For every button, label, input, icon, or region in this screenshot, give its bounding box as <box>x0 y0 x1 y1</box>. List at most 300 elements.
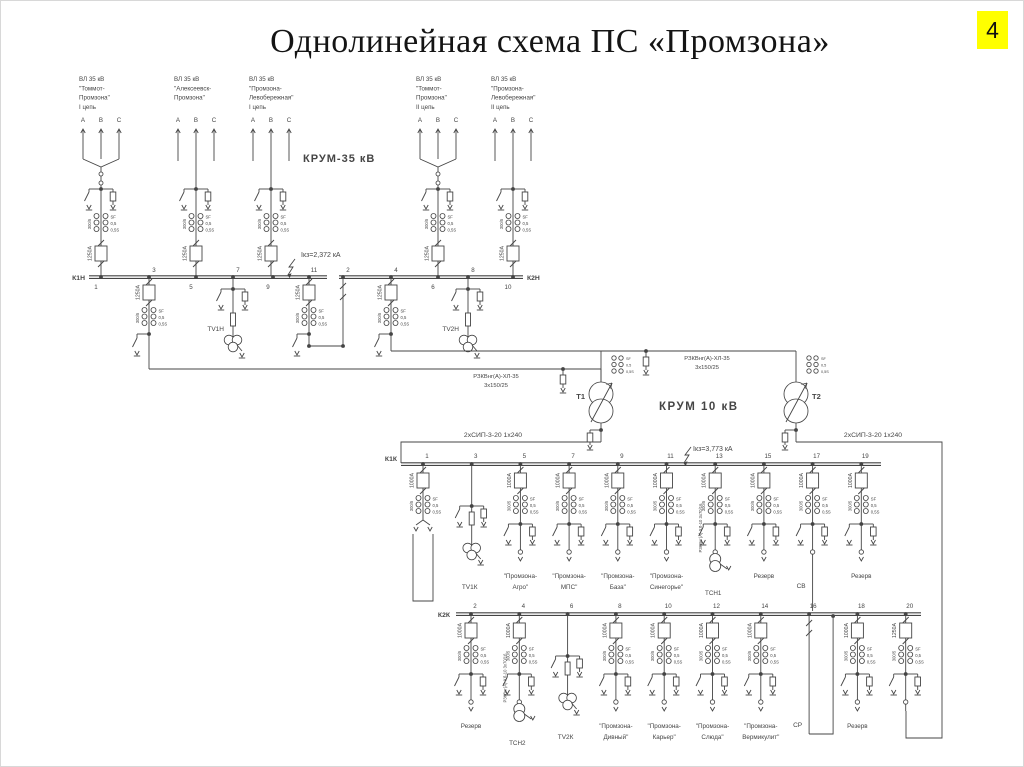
arrow-down-icon <box>481 690 485 694</box>
ct-icon <box>766 502 771 507</box>
bus-tap-number: 8 <box>618 603 622 610</box>
section-label: КРУМ 10 кВ <box>659 401 739 413</box>
ct-icon <box>609 652 614 657</box>
ct-class: 0,5S <box>110 227 120 233</box>
arrow-down-icon <box>281 205 285 209</box>
breaker-rating: 1250А <box>424 245 431 262</box>
ct-icon <box>384 321 389 326</box>
junction-dot <box>512 276 515 279</box>
arrow-down-icon <box>182 205 186 209</box>
fuse-icon <box>231 313 236 326</box>
feeder-label: Дивный" <box>603 734 629 741</box>
ct-class: 0,5S <box>770 659 779 665</box>
arrester-icon <box>782 433 788 442</box>
ct-class: SF <box>626 357 631 361</box>
junction-dot <box>663 613 666 616</box>
breaker-icon <box>514 473 526 488</box>
ct-icon <box>660 502 665 507</box>
arrester-icon <box>242 292 248 301</box>
ct-icon <box>142 314 147 319</box>
ct-icon <box>522 509 527 514</box>
ct-class: SF <box>400 308 406 314</box>
arrester-icon <box>770 677 776 686</box>
ct-ratio: 300/5 <box>603 500 609 512</box>
ct-ratio: 300/5 <box>847 500 853 512</box>
ct-class: 0,5 <box>110 221 117 226</box>
ct-ratio: 300/5 <box>652 500 658 512</box>
feeder-label: Резерв <box>460 723 482 730</box>
vt-winding <box>563 700 573 710</box>
arrow-down-icon <box>650 690 654 694</box>
arrester-icon <box>625 677 631 686</box>
arrow-down-icon <box>574 710 578 714</box>
cable-label: 2хСИП-3-20 1х240 <box>843 432 903 439</box>
ct-class: 0,5S <box>480 659 490 665</box>
ct-icon <box>464 646 469 651</box>
ct-icon <box>103 227 108 232</box>
ct-class: 0,5S <box>205 227 215 233</box>
ct-class: 0,5 <box>673 653 680 658</box>
ct-icon <box>715 646 720 651</box>
ct-icon <box>854 502 859 507</box>
breaker-rating: 1250А <box>295 284 302 301</box>
ct-ratio: 300/5 <box>505 650 511 662</box>
incoming-line-name: Промзона" <box>174 94 205 102</box>
arrow-down-icon <box>710 707 714 711</box>
bus-label: К1К <box>384 456 397 463</box>
ct-icon <box>657 659 662 664</box>
ct-class: SF <box>870 496 877 502</box>
ct-icon <box>717 502 722 507</box>
breaker-rating: 1000А <box>799 472 806 489</box>
feeder-label: Резерв <box>851 573 872 580</box>
disconnect-point <box>614 700 618 704</box>
switch-icon <box>599 677 604 686</box>
disconnect-point <box>664 550 668 554</box>
ct-icon <box>151 314 156 319</box>
junction-dot <box>568 463 571 466</box>
breaker-icon <box>95 246 107 261</box>
feeder-label: "Промзона- <box>599 723 633 730</box>
breaker-rating: 1000А <box>750 472 757 489</box>
arrester-icon <box>529 677 535 686</box>
arrow-down-icon <box>771 690 775 694</box>
switch-icon <box>747 527 752 536</box>
ct-icon <box>142 321 147 326</box>
arrow-down-icon <box>759 707 763 711</box>
cable-label: 2хСИП-3-20 1х240 <box>463 432 523 439</box>
switch-icon <box>455 677 460 686</box>
isolator-icon <box>99 172 103 176</box>
arrow-down-icon <box>206 205 210 209</box>
ct-class: SF <box>722 646 728 652</box>
phase-label: А <box>175 117 181 124</box>
disconnect-point <box>855 700 859 704</box>
junction-dot <box>422 463 425 466</box>
breaker-rating: 1000А <box>747 622 754 639</box>
ct-icon <box>706 659 711 664</box>
arrester-icon <box>587 433 593 442</box>
ct-class: 0,5 <box>158 315 165 320</box>
breaker-rating: 1000А <box>653 472 659 489</box>
ct-class: 0,5S <box>432 509 442 515</box>
incoming-line-name: I цепь <box>79 103 96 111</box>
arrow-down-icon <box>561 388 565 392</box>
arrow-down-icon <box>448 205 452 209</box>
ct-class: SF <box>822 496 828 502</box>
ct-icon <box>609 646 614 651</box>
arrow-down-icon <box>469 707 473 711</box>
ct-class: SF <box>318 308 324 314</box>
fault-arrow-icon <box>684 447 691 463</box>
arrow-down-icon <box>616 557 620 561</box>
ct-icon <box>94 227 99 232</box>
ct-ratio: 300/5 <box>555 500 561 512</box>
bus-tap-number: 4 <box>521 603 526 610</box>
bus-tap-number: 6 <box>569 603 574 610</box>
bus-tap-number: 7 <box>236 267 240 274</box>
phase-label: А <box>492 117 498 124</box>
breaker-rating: 1000А <box>847 472 854 489</box>
switch-icon <box>601 527 606 536</box>
bus-tap-number: 13 <box>715 453 723 460</box>
ct-class: 0,5S <box>870 509 880 515</box>
ct-icon <box>806 496 811 501</box>
ct-class: SF <box>724 496 731 502</box>
tsn-winding <box>514 711 525 722</box>
ct-icon <box>717 496 722 501</box>
phase-label: В <box>193 117 199 124</box>
incoming-line-name: "Промзона- <box>491 85 524 93</box>
ct-class: SF <box>578 496 584 502</box>
arrow-down-icon <box>628 540 632 544</box>
vt-winding <box>463 342 473 352</box>
breaker-rating: 1000А <box>555 472 562 489</box>
ct-icon <box>715 659 720 664</box>
ct-icon <box>416 509 421 514</box>
feeder-label: МПС" <box>560 584 578 591</box>
ct-icon <box>198 220 203 225</box>
arrow-down-icon <box>529 690 533 694</box>
ct-icon <box>521 646 526 651</box>
transformer-label: Т2 <box>812 392 821 401</box>
tsn-winding <box>710 561 721 572</box>
ct-class: SF <box>773 496 779 502</box>
ct-class: 0,5 <box>626 363 632 368</box>
switch-icon <box>504 527 509 536</box>
breaker-icon <box>265 246 277 261</box>
ct-ratio: 300/5 <box>257 218 262 230</box>
arrester-icon <box>477 292 483 301</box>
ct-class: 0,5S <box>821 370 829 374</box>
breaker-rating: 1250А <box>87 245 94 262</box>
switch-icon <box>375 338 380 347</box>
ct-icon <box>94 214 99 219</box>
ct-class: 0,5S <box>626 370 634 374</box>
ct-icon <box>660 496 665 501</box>
transformer-label: Т1 <box>576 392 585 401</box>
feeder-label: "Промзона- <box>695 723 730 730</box>
junction-dot <box>342 345 345 348</box>
ct-ratio: 300/5 <box>182 218 187 230</box>
arrow-down-icon <box>626 690 630 694</box>
ct-icon <box>657 652 662 657</box>
feeder-label: База" <box>609 584 626 591</box>
bus-tap-number: 14 <box>761 603 769 610</box>
ct-icon <box>766 509 771 514</box>
vt-winding <box>228 342 238 352</box>
feeder-label: "Промзона- <box>552 573 586 580</box>
junction-dot <box>759 613 762 616</box>
breaker-rating: 1000А <box>409 472 416 489</box>
ct-icon <box>473 652 478 657</box>
junction-dot <box>808 613 811 616</box>
arrester-icon <box>676 527 682 536</box>
ct-class: SF <box>529 496 536 502</box>
arrow-down-icon <box>478 305 482 309</box>
arrow-down-icon <box>722 690 726 694</box>
junction-dot <box>470 613 473 616</box>
ct-icon <box>863 496 868 501</box>
ct-class: SF <box>770 646 776 652</box>
feeder-label: Карьер" <box>652 734 676 741</box>
arrow-down-icon <box>892 690 896 694</box>
arrow-down-icon <box>855 707 859 711</box>
ct-icon <box>814 362 818 366</box>
arrow-down-icon <box>747 690 751 694</box>
ct-icon <box>763 652 768 657</box>
feeder-label: СР <box>793 722 803 729</box>
ct-icon <box>863 502 868 507</box>
page-title: Однолинейная схема ПС «Промзона» <box>270 23 830 60</box>
arrow-down-icon <box>240 353 244 357</box>
ct-class: 0,5 <box>529 503 536 508</box>
arrow-down-icon <box>579 540 583 544</box>
incoming-line-name: I цепь <box>249 103 266 111</box>
ct-icon <box>425 496 430 501</box>
ct-class: SF <box>821 357 826 361</box>
ct-icon <box>619 356 623 360</box>
bus-tap-number: 3 <box>152 267 156 274</box>
ct-icon <box>612 356 616 360</box>
ct-class: 0,5S <box>578 509 588 515</box>
ct-ratio: 300/5 <box>457 650 462 662</box>
ct-icon <box>899 652 904 657</box>
ct-icon <box>571 509 576 514</box>
arrow-down-icon <box>428 527 432 531</box>
ct-icon <box>899 646 904 651</box>
ct-class: SF <box>627 496 633 502</box>
ct-icon <box>908 659 913 664</box>
ct-icon <box>393 314 398 319</box>
arrow-down-icon <box>662 707 666 711</box>
arrester-icon <box>867 677 873 686</box>
feeder-label: "Промзона- <box>647 723 681 730</box>
breaker-icon <box>417 473 429 488</box>
switch-icon <box>889 677 894 686</box>
incoming-line-name: ВЛ 35 кВ <box>416 76 442 83</box>
bus-label: К2Н <box>527 275 540 282</box>
phase-label: В <box>435 117 441 124</box>
phase-label: С <box>116 117 122 124</box>
ct-icon <box>311 321 316 326</box>
bus-tap-number: 20 <box>906 603 914 610</box>
incoming-line-name: II цепь <box>491 103 510 111</box>
breaker-icon <box>709 473 721 488</box>
arrester-icon <box>724 527 730 536</box>
junction-dot <box>470 463 473 466</box>
fault-arrow-icon <box>288 259 295 275</box>
ct-icon <box>513 509 518 514</box>
cable-label: РЗКВнг(А)-ХЛ-35 <box>473 374 519 380</box>
ct-icon <box>302 314 307 319</box>
incoming-line-name: Левобережная" <box>249 94 294 102</box>
ct-class: SF <box>625 646 631 652</box>
bus-tap-number: 7 <box>571 453 575 460</box>
arrow-down-icon <box>762 557 766 561</box>
arrow-down-icon <box>783 445 787 449</box>
bus-tap-number: 6 <box>431 284 435 291</box>
ct-class: 0,5 <box>400 315 407 320</box>
incoming-line-name: Промзона" <box>79 94 110 102</box>
incoming-line-name: ВЛ 35 кВ <box>249 76 275 83</box>
ct-class: 0,5 <box>724 503 731 508</box>
arrester-icon <box>915 677 921 686</box>
ct-icon <box>708 496 713 501</box>
breaker-rating: 1250А <box>377 284 384 301</box>
arrow-down-icon <box>867 690 871 694</box>
arrow-down-icon <box>916 690 920 694</box>
ct-icon <box>513 496 518 501</box>
ct-class: 0,5 <box>528 653 535 658</box>
arrow-down-icon <box>727 566 731 570</box>
wire <box>524 714 531 719</box>
breaker-icon <box>563 473 575 488</box>
bus-tap-number: 10 <box>664 603 672 610</box>
arrow-down-icon <box>523 205 527 209</box>
arrow-down-icon <box>457 690 461 694</box>
ct-icon <box>706 652 711 657</box>
incoming-line-name: ВЛ 35 кВ <box>174 76 200 83</box>
bus-tap-number: 3 <box>473 453 478 460</box>
arrow-down-icon <box>414 527 418 531</box>
ct-icon <box>94 220 99 225</box>
ct-icon <box>522 496 527 501</box>
arrow-down-icon <box>822 540 826 544</box>
cable-loop <box>413 534 433 601</box>
switch-icon <box>85 192 90 201</box>
bus-tap-number: 1 <box>94 284 98 291</box>
ct-ratio: 300/5 <box>409 500 414 512</box>
ct-icon <box>512 659 517 664</box>
arrow-down-icon <box>588 445 592 449</box>
ct-class: SF <box>915 646 921 652</box>
bus-tap-number: 8 <box>471 267 475 274</box>
junction-dot <box>665 463 668 466</box>
ct-icon <box>506 214 511 219</box>
switch-icon <box>497 192 502 201</box>
phase-label: А <box>80 117 86 124</box>
breaker-icon <box>612 473 624 488</box>
ct-icon <box>521 659 526 664</box>
ct-icon <box>431 227 436 232</box>
ct-icon <box>815 496 820 501</box>
ct-icon <box>619 362 623 366</box>
arrow-down-icon <box>843 690 847 694</box>
junction-dot <box>614 613 617 616</box>
arrow-down-icon <box>652 540 656 544</box>
arrow-down-icon <box>87 205 91 209</box>
ct-icon <box>198 227 203 232</box>
arrow-down-icon <box>377 351 381 355</box>
arrow-down-icon <box>577 672 581 676</box>
ct-ratio: 300/5 <box>424 218 429 230</box>
ct-class: 0,5 <box>773 503 780 508</box>
feeder-label: Агро" <box>512 584 529 591</box>
ct-icon <box>311 308 316 313</box>
arrow-down-icon <box>295 351 299 355</box>
incoming-line-name: "Промзона- <box>249 85 282 93</box>
ct-icon <box>464 659 469 664</box>
phase-label: В <box>268 117 274 124</box>
ct-class: 0,5S <box>529 509 539 515</box>
bus-tap-number: 11 <box>667 453 674 460</box>
bus-tap-number: 16 <box>809 603 817 610</box>
arrow-down-icon <box>859 557 863 561</box>
ct-icon <box>562 509 567 514</box>
ct-class: SF <box>676 496 682 502</box>
ct-class: SF <box>673 646 680 652</box>
arrow-down-icon <box>454 305 458 309</box>
bus-tap-number: 5 <box>189 284 193 291</box>
breaker-icon <box>851 623 863 638</box>
ct-icon <box>425 509 430 514</box>
ct-class: SF <box>432 496 438 502</box>
ct-icon <box>264 214 269 219</box>
junction-dot <box>272 276 275 279</box>
ct-icon <box>515 220 520 225</box>
breaker-icon <box>432 246 444 261</box>
arrester-icon <box>522 192 528 201</box>
ct-ratio: 300/5 <box>499 218 504 230</box>
switch-icon <box>180 192 185 201</box>
vt-label: TV2К <box>557 734 574 741</box>
ct-icon <box>431 214 436 219</box>
ct-class: 0,5S <box>447 227 457 233</box>
ct-class: SF <box>158 308 164 314</box>
ct-icon <box>660 509 665 514</box>
ct-icon <box>440 227 445 232</box>
junction-dot <box>616 463 619 466</box>
ct-icon <box>273 227 278 232</box>
feeder-label: ТСН2 <box>509 740 526 747</box>
ct-icon <box>302 321 307 326</box>
arrow-down-icon <box>664 557 668 561</box>
cable-label: 3х150/25 <box>484 383 508 389</box>
incoming-line-name: "Томмот- <box>416 85 442 93</box>
ct-icon <box>863 509 868 514</box>
breaker-rating: 1000А <box>843 622 850 639</box>
disconnect-point <box>662 700 666 704</box>
ct-icon <box>715 652 720 657</box>
ct-icon <box>506 220 511 225</box>
breaker-rating: 1250А <box>499 245 506 262</box>
incoming-line-name: Промзона" <box>416 94 447 102</box>
breaker-icon <box>513 623 525 638</box>
ct-class: 0,5S <box>724 509 734 515</box>
incoming-line-name: ВЛ 35 кВ <box>491 76 517 83</box>
arrester-icon <box>871 527 877 536</box>
